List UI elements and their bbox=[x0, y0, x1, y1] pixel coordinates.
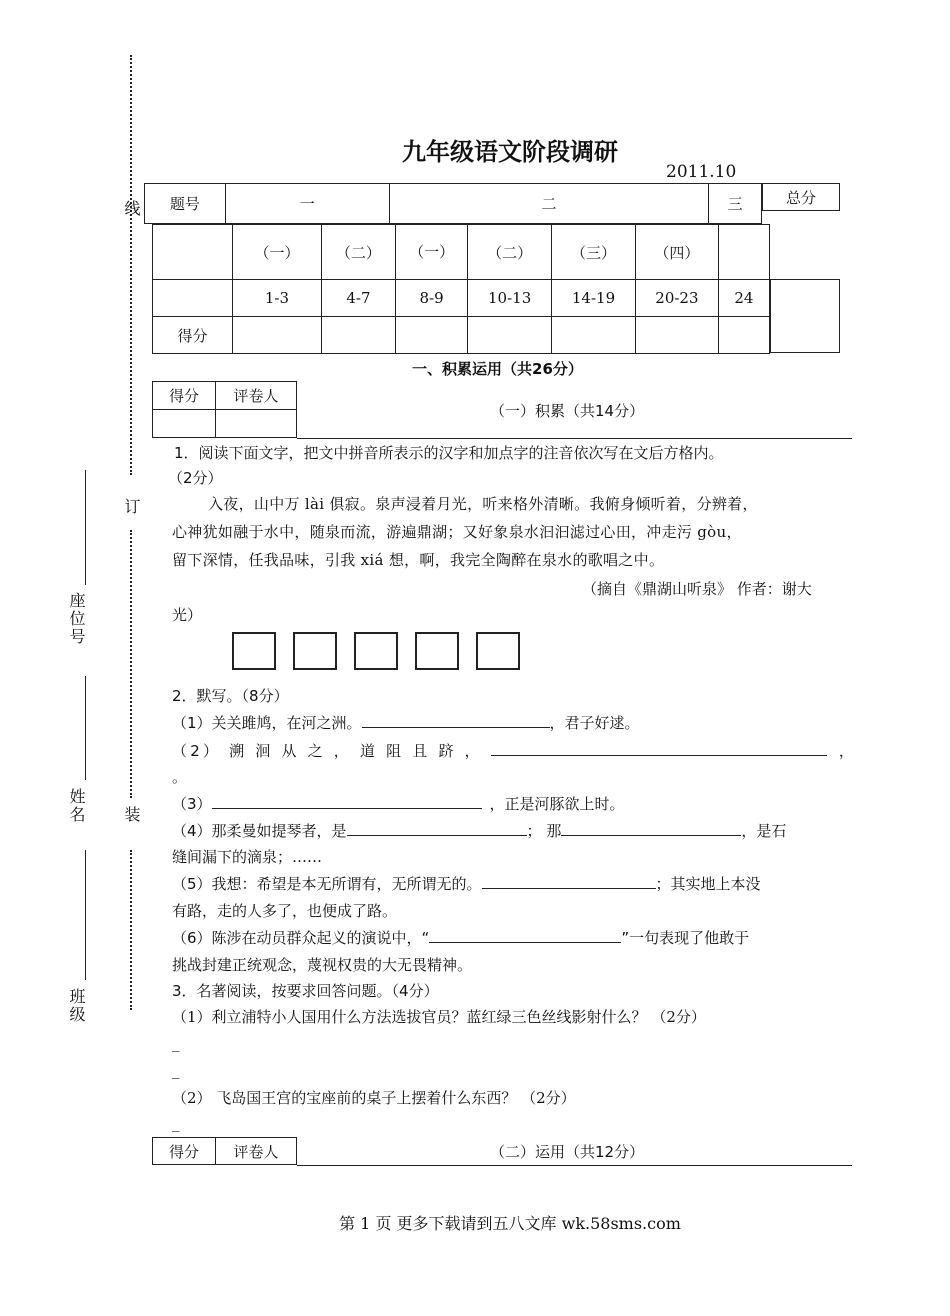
total-score-box bbox=[770, 279, 840, 353]
part-one-label: 一 bbox=[225, 184, 389, 224]
section-2-4-label: （四） bbox=[635, 225, 718, 280]
q1-prompt: 1．阅读下面文字，把文中拼音所表示的汉字和加点字的注音依次写在文后方格内。 bbox=[174, 444, 724, 462]
q1-source-end: 光） bbox=[172, 606, 203, 624]
name-label: 姓名 bbox=[67, 788, 86, 824]
q1-passage-line-2: 心神犹如融于水中，随泉而流，游遍鼎湖；又好象泉水汩汩滤过心田，冲走污 gòu， bbox=[172, 523, 742, 541]
q1-source: （摘自《鼎湖山听泉》 作者：谢大 bbox=[582, 580, 812, 598]
class-label: 班级 bbox=[67, 988, 86, 1024]
total-score-cell bbox=[762, 183, 840, 211]
q2-blank-1[interactable] bbox=[362, 713, 550, 728]
q3-answer-line-3[interactable]: _ bbox=[172, 1114, 180, 1132]
q2-blank-5[interactable] bbox=[482, 874, 656, 889]
q2-line-2: （2） 溯 洄 从 之 ， 道 阻 且 跻 ， ， bbox=[172, 742, 854, 760]
range-24: 24 bbox=[718, 280, 769, 317]
section-one-title: 一、积累运用（共26分） bbox=[412, 360, 583, 378]
q2-line-5-end: 有路，走的人多了，也便成了路。 bbox=[172, 902, 398, 920]
binding-dotted-line-mid bbox=[130, 530, 132, 798]
range-20-23: 20-23 bbox=[635, 280, 718, 317]
range-4-7: 4-7 bbox=[321, 280, 395, 317]
seat-number-label: 座位号 bbox=[67, 592, 86, 646]
q2-blank-2[interactable] bbox=[491, 741, 827, 756]
grader-score-label: 得分 bbox=[153, 382, 216, 410]
range-8-9: 8-9 bbox=[395, 280, 467, 317]
q2-line-1: （1）关关雎鸠，在河之洲。 ，君子好逑。 bbox=[172, 714, 640, 732]
score-table-body bbox=[152, 224, 770, 354]
range-10-13: 10-13 bbox=[468, 280, 552, 317]
subsection-accumulate-title: （一）积累（共14分） bbox=[490, 402, 645, 420]
total-score-label: 总分 bbox=[763, 184, 840, 211]
q1-passage-line-3: 留下深情，任我品味，引我 xiá 想，啊，我完全陶醉在泉水的歌唱之中。 bbox=[172, 551, 665, 569]
q3-answer-line-2[interactable]: _ bbox=[172, 1061, 180, 1079]
section-2-2-label: （二） bbox=[468, 225, 552, 280]
range-1-3: 1-3 bbox=[233, 280, 322, 317]
binding-dotted-line-bottom bbox=[130, 850, 132, 1010]
grader-table-2 bbox=[152, 1137, 297, 1165]
part-two-label: 二 bbox=[389, 184, 708, 224]
binding-mark-line: 线 bbox=[122, 200, 141, 218]
page-footer: 第 1 页 更多下载请到五八文库 wk.58sms.com bbox=[339, 1214, 681, 1233]
q2-line-5: （5）我想：希望是本无所谓有，无所谓无的。 ；其实地上本没 bbox=[172, 875, 761, 893]
q2-line-4: （4）那柔曼如提琴者，是 ； 那 ，是石 bbox=[172, 822, 787, 840]
q1-passage-line-1: 入夜，山中万 lài 俱寂。泉声浸着月光，听来格外清晰。我俯身倾听着，分辨着， bbox=[208, 495, 758, 513]
grader-table-1 bbox=[152, 381, 297, 438]
score-table-header bbox=[144, 183, 762, 224]
answer-box-4[interactable] bbox=[415, 632, 459, 670]
name-field-line bbox=[85, 676, 86, 780]
q3-prompt: 3．名著阅读，按要求回答问题。（4分） bbox=[172, 982, 439, 1000]
q2-line-6: （6）陈涉在动员群众起义的演说中，“ ”一句表现了他敢于 bbox=[172, 929, 750, 947]
section-1-1-label: （一） bbox=[233, 225, 322, 280]
question-number-label: 题号 bbox=[145, 184, 226, 224]
answer-box-2[interactable] bbox=[293, 632, 337, 670]
grader-name-label-2: 评卷人 bbox=[216, 1138, 297, 1165]
q2-blank-3[interactable] bbox=[212, 794, 482, 809]
subsection-apply-title: （二）运用（共12分） bbox=[490, 1143, 645, 1161]
class-field-line bbox=[85, 850, 86, 980]
q2-line-2-end: 。 bbox=[172, 768, 188, 786]
section-2-3-label: （三） bbox=[552, 225, 636, 280]
answer-box-1[interactable] bbox=[232, 632, 276, 670]
answer-box-3[interactable] bbox=[354, 632, 398, 670]
q2-blank-4a[interactable] bbox=[347, 821, 527, 836]
section-divider-2 bbox=[297, 1165, 852, 1166]
q2-blank-4b[interactable] bbox=[561, 821, 741, 836]
section-2-1-label: （一） bbox=[395, 225, 467, 280]
q2-line-3: （3） ，正是河豚欲上时。 bbox=[172, 795, 625, 813]
q3-answer-line-1[interactable]: _ bbox=[172, 1034, 180, 1052]
section-divider-1 bbox=[297, 438, 852, 439]
q2-line-4-end: 缝间漏下的滴泉；…… bbox=[172, 848, 323, 866]
binding-dotted-line-top bbox=[130, 55, 132, 475]
page-title: 九年级语文阶段调研 bbox=[402, 137, 618, 166]
seat-number-field-line bbox=[85, 470, 86, 585]
binding-mark-order: 订 bbox=[122, 498, 141, 516]
grader-score-label-2: 得分 bbox=[153, 1138, 216, 1165]
q3-sub-1: （1）利立浦特小人国用什么方法选拔官员？蓝红绿三色丝线影射什么？ （2分） bbox=[172, 1008, 706, 1026]
binding-mark-bind: 装 bbox=[122, 806, 141, 824]
q2-prompt: 2．默写。（8分） bbox=[172, 687, 289, 705]
exam-date: 2011.10 bbox=[666, 162, 737, 182]
grader-name-label: 评卷人 bbox=[216, 382, 297, 410]
q1-points: （2分） bbox=[168, 469, 223, 487]
part-three-label: 三 bbox=[709, 184, 762, 224]
answer-box-5[interactable] bbox=[476, 632, 520, 670]
q3-sub-2: （2） 飞岛国王宫的宝座前的桌子上摆着什么东西？ （2分） bbox=[172, 1089, 576, 1107]
score-row-label: 得分 bbox=[153, 317, 233, 354]
q2-line-6-end: 挑战封建正统观念，蔑视权贵的大无畏精神。 bbox=[172, 956, 473, 974]
q2-blank-6[interactable] bbox=[429, 928, 621, 943]
section-1-2-label: （二） bbox=[321, 225, 395, 280]
range-14-19: 14-19 bbox=[552, 280, 636, 317]
